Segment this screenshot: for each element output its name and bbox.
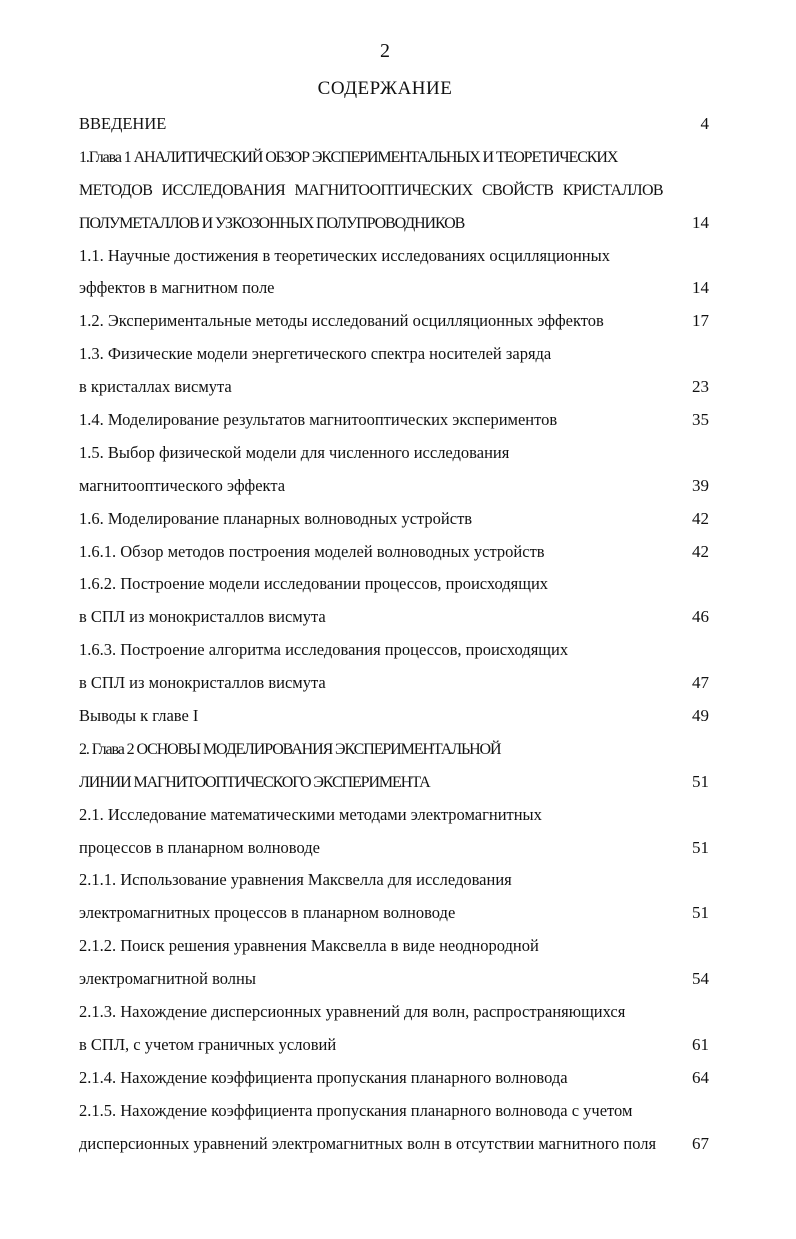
toc-line-1-6-2-end[interactable] xyxy=(79,601,713,634)
toc-entry-text: МЕТОДОВ ИССЛЕДОВАНИЯ МАГНИТООПТИЧЕСКИХ СВОЙСТВ КРИСТАЛЛОВ xyxy=(79,181,664,199)
toc-entry-text: электромагнитных процессов в планарном волноводе xyxy=(79,903,456,923)
toc-page-number: 51 xyxy=(692,903,709,923)
toc-page-number: 67 xyxy=(692,1133,709,1153)
toc-entry-text: 2.1.5. Нахождение коэффициента пропускания планарного волновода с учетом xyxy=(79,1100,633,1120)
toc-line-1-3[interactable] xyxy=(79,338,713,371)
toc-line-chapter-1-end[interactable] xyxy=(79,207,713,240)
toc-entry-text: в СПЛ из монокристаллов висмута xyxy=(79,607,326,627)
toc-line-1-4[interactable] xyxy=(79,404,713,437)
toc-line-1-6-3[interactable] xyxy=(79,634,713,667)
toc-page-number: 64 xyxy=(692,1067,709,1087)
toc-entry-text: в кристаллах висмута xyxy=(79,377,232,397)
toc-entry-text: 2.1.1. Использование уравнения Максвелла для исследования xyxy=(79,870,512,890)
toc-line-intro[interactable] xyxy=(79,108,713,141)
toc-entry-text: электромагнитной волны xyxy=(79,969,256,989)
toc-line-chapter-2-end[interactable] xyxy=(79,766,713,799)
toc-page-number: 42 xyxy=(692,508,709,528)
toc-entry-text: 1.4. Моделирование результатов магнитооптических экспериментов xyxy=(79,410,558,430)
toc-line-chapter-1-cont[interactable] xyxy=(79,174,713,207)
toc-line-1-5-end[interactable] xyxy=(79,470,713,503)
toc-line-2-1-5-end[interactable] xyxy=(79,1128,713,1161)
toc-entry-text: 1.6. Моделирование планарных волноводных устройств xyxy=(79,508,473,528)
toc-line-1-5[interactable] xyxy=(79,437,713,470)
toc-entry-text: 2.1.4. Нахождение коэффициента пропускания планарного волновода xyxy=(79,1067,568,1087)
toc-entry-text: 1.3. Физические модели энергетического спектра носителей заряда xyxy=(79,344,552,364)
toc-entry-text: 1.2. Экспериментальные методы исследований осцилляционных эффектов xyxy=(79,311,604,331)
toc-page-number: 42 xyxy=(692,541,709,561)
toc-line-2-1-3-end[interactable] xyxy=(79,1029,713,1062)
toc-line-1-1-end[interactable] xyxy=(79,272,713,305)
toc-line-1-6-3-end[interactable] xyxy=(79,667,713,700)
toc-page-number: 14 xyxy=(692,278,709,298)
toc-line-2-1-end[interactable] xyxy=(79,832,713,865)
toc-page-number: 4 xyxy=(700,114,709,133)
toc-entry-text: 2.1.3. Нахождение дисперсионных уравнений для волн, распространяющихся xyxy=(79,1002,626,1022)
toc-line-2-1-1-end[interactable] xyxy=(79,897,713,930)
toc-line-2-1[interactable] xyxy=(79,799,713,832)
toc-line-chapter-1[interactable] xyxy=(79,141,713,174)
toc-line-2-1-2-end[interactable] xyxy=(79,963,713,996)
toc-entry-text: дисперсионных уравнений электромагнитных волн в отсутствии магнитного поля xyxy=(79,1133,657,1153)
toc-entry-text: 1.5. Выбор физической модели для численного исследования xyxy=(79,442,510,462)
toc-page-number: 51 xyxy=(692,771,709,791)
page-number: 2 xyxy=(380,40,390,62)
toc-page-number: 46 xyxy=(692,607,709,627)
toc-line-1-6-1[interactable] xyxy=(79,536,713,569)
toc-entry-text: 1.1. Научные достижения в теоретических исследованиях осцилляционных xyxy=(79,245,610,265)
toc-page-number: 51 xyxy=(692,837,709,857)
toc-title: СОДЕРЖАНИЕ xyxy=(317,78,453,99)
toc-page-number: 61 xyxy=(692,1034,709,1054)
toc-entry-text: магнитооптического эффекта xyxy=(79,475,286,495)
toc-line-2-1-3[interactable] xyxy=(79,996,713,1029)
toc-line-1-6-2[interactable] xyxy=(79,568,713,601)
toc-entry-text: в СПЛ из монокристаллов висмута xyxy=(79,673,326,693)
toc-entry-text: 1.6.1. Обзор методов построения моделей волноводных устройств xyxy=(79,541,545,561)
toc-page-number: 39 xyxy=(692,475,709,495)
toc-entry-text: 1.Глава 1 АНАЛИТИЧЕСКИЙ ОБЗОР ЭКСПЕРИМЕНТАЛЬНЫХ И ТЕОРЕТИЧЕСКИХ xyxy=(79,148,618,166)
toc-page-number: 23 xyxy=(692,377,709,397)
toc-entry-text: Выводы к главе I xyxy=(79,706,199,726)
toc-line-2-1-4[interactable] xyxy=(79,1062,713,1095)
toc-line-conclusions-1[interactable] xyxy=(79,700,713,733)
toc-entry-text: 2.1. Исследование математическими методами электромагнитных xyxy=(79,804,542,824)
toc-line-1-6[interactable] xyxy=(79,503,713,536)
toc-entry-text: 2.1.2. Поиск решения уравнения Максвелла в виде неоднородной xyxy=(79,936,539,956)
toc-entry-text: ПОЛУМЕТАЛЛОВ И УЗКОЗОННЫХ ПОЛУПРОВОДНИКОВ xyxy=(79,214,465,232)
toc-page-number: 54 xyxy=(692,969,709,989)
toc-entry-text: ВВЕДЕНИЕ xyxy=(79,114,167,133)
toc-page-number: 14 xyxy=(692,212,709,232)
toc-entry-text: ЛИНИИ МАГНИТООПТИЧЕСКОГО ЭКСПЕРИМЕНТА xyxy=(79,773,430,791)
toc-line-chapter-2[interactable] xyxy=(79,733,713,766)
toc-line-2-1-5[interactable] xyxy=(79,1095,713,1128)
toc-entry-text: процессов в планарном волноводе xyxy=(79,837,320,857)
table-of-contents xyxy=(79,108,713,1161)
toc-line-2-1-2[interactable] xyxy=(79,930,713,963)
toc-page-number: 35 xyxy=(692,410,709,430)
toc-entry-text: в СПЛ, с учетом граничных условий xyxy=(79,1034,337,1054)
toc-entry-text: 1.6.2. Построение модели исследовании процессов, происходящих xyxy=(79,574,549,594)
toc-line-2-1-1[interactable] xyxy=(79,864,713,897)
toc-line-1-2[interactable] xyxy=(79,305,713,338)
toc-entry-text: 1.6.3. Построение алгоритма исследования процессов, происходящих xyxy=(79,640,569,660)
toc-entry-text: эффектов в магнитном поле xyxy=(79,278,275,298)
toc-page-number: 47 xyxy=(692,673,709,693)
toc-page-number: 17 xyxy=(692,311,709,331)
toc-line-1-1[interactable] xyxy=(79,240,713,273)
toc-line-1-3-end[interactable] xyxy=(79,371,713,404)
toc-page-number: 49 xyxy=(692,706,709,726)
toc-entry-text: 2. Глава 2 ОСНОВЫ МОДЕЛИРОВАНИЯ ЭКСПЕРИМЕНТАЛЬНОЙ xyxy=(79,740,501,758)
